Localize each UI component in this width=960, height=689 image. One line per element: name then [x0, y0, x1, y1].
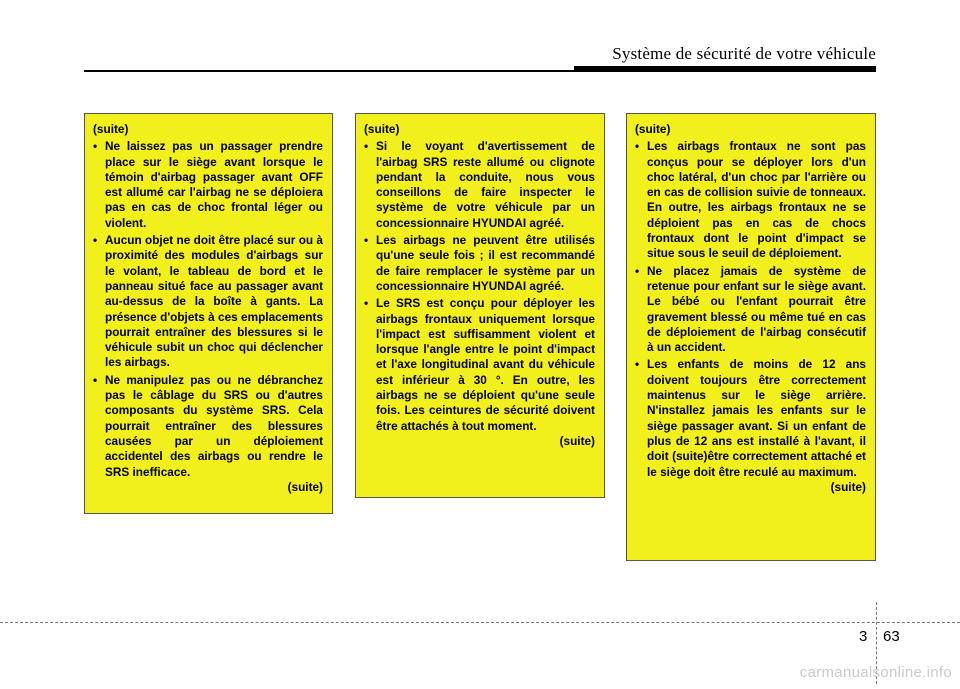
warning-bullet: • Les enfants de moins de 12 ans doivent toujours être correctement maintenus sur le siège arrière. N'installez jamais les enfants sur le siège passager avant. Si un enfant de plus de 12 ans est installé à l'avant, il doit (suite)être correctement attaché et le siège doit être reculé au maximum. [635, 357, 866, 479]
chapter-number: 3 [859, 628, 868, 645]
warning-bullet: • Ne manipulez pas ou ne débranchez pas le câblage du SRS ou d'autres composants du système SRS. Cela pourrait entraîner des blessures causées par un déploiement accidentel des airbags ou rendre le SRS inefficace. [93, 373, 323, 480]
continued-label: (suite) [287, 479, 323, 494]
footer-divider [0, 622, 960, 623]
continued-label: (suite) [635, 122, 671, 136]
header-rule-accent [574, 66, 876, 72]
continued-label: (suite) [830, 479, 866, 494]
warning-bullet: • Si le voyant d'avertissement de l'airbag SRS reste allumé ou clignote pendant la conduite, nous vous conseillons de faire inspecter le système de votre véhicule par un concessionnaire HYUNDAI agréé. [364, 139, 595, 231]
warning-bullet: • Les airbags frontaux ne sont pas conçus pour se déployer lors d'un choc latéral, d'un choc par l'arrière ou en cas de collision suivie de tonneaux. En outre, les airbags frontaux ne se déploient pas en cas de chocs frontaux dont le point d'impact se situe sous le seuil de déploiement. [635, 139, 866, 261]
warning-box-3 [626, 113, 876, 561]
page-number: 63 [883, 628, 900, 645]
warning-bullet: • Le SRS est conçu pour déployer les airbags frontaux uniquement lorsque l'impact est suffisamment violent et lorsque l'angle entre le point d'impact et l'axe longitudinal avant du véhicule est inférieur à 30 °. En outre, les airbags ne se déploient qu'une seule fois. Les ceintures de sécurité doivent être attachés à tout moment. [364, 296, 595, 434]
warning-bullet: • Les airbags ne peuvent être utilisés qu'une seule fois ; il est recommandé de faire remplacer le système par un concessionnaire HYUNDAI agréé. [364, 233, 595, 294]
warning-box-2 [355, 113, 605, 498]
page-header-title: Système de sécurité de votre véhicule [612, 44, 876, 63]
warning-bullet: • Aucun objet ne doit être placé sur ou à proximité des modules d'airbags sur le volant, le tableau de bord et le panneau situé face au passager avant au-dessus de la boîte à gants. La présence d'objets à ces emplacements pourrait entraîner des blessures si le véhicule subit un choc qui déclencher les airbags. [93, 233, 323, 371]
continued-label: (suite) [93, 122, 129, 136]
continued-label: (suite) [559, 433, 595, 448]
warning-box-1 [84, 113, 333, 514]
header-rule [84, 70, 576, 72]
warning-bullet: • Ne placez jamais de système de retenue pour enfant sur le siège avant. Le bébé ou l'enfant pourrait être gravement blessé ou même tué en cas de déploiement de l'airbag consécutif à un accident. [635, 264, 866, 356]
continued-label: (suite) [364, 122, 400, 136]
watermark: carmanualsonline.info [799, 664, 952, 681]
warning-bullet: • Ne laissez pas un passager prendre place sur le siège avant lorsque le témoin d'airbag passager avant OFF est allumé car l'airbag ne se déploiera pas en cas de choc frontal léger ou violent. [93, 139, 323, 231]
